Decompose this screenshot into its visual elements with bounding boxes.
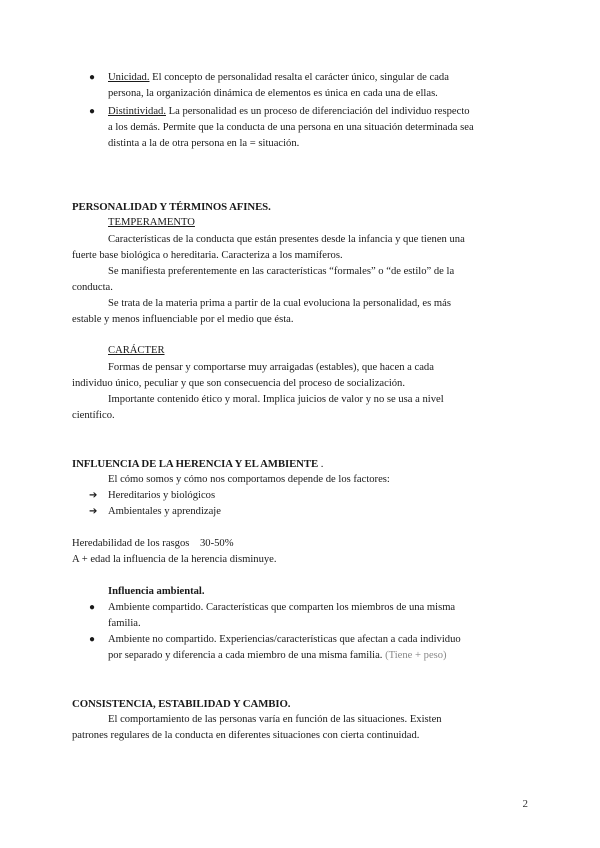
page-number: 2 (522, 798, 528, 810)
edad-line: A + edad la influencia de la herencia disminuye. (72, 554, 277, 565)
section-heading-consistencia: CONSISTENCIA, ESTABILIDAD Y CAMBIO. (72, 698, 291, 710)
paragraph-line: Se trata de la materia prima a partir de la cual evoluciona la personalidad, es más (108, 298, 451, 309)
subheading-influencia-ambiental: Influencia ambiental. (108, 586, 205, 597)
term-distintividad: Distintividad. (108, 106, 166, 117)
bullet-icon: ● (89, 72, 96, 83)
paragraph-line: Se manifiesta preferentemente en las características “formales” o “de estilo” de la (108, 266, 455, 277)
paragraph-line: Importante contenido ético y moral. Implica juicios de valor y no se usa a nivel (108, 394, 444, 405)
bullet-icon: ● (89, 602, 96, 613)
section-heading-personalidad: PERSONALIDAD Y TÉRMINOS AFINES. (72, 201, 271, 213)
bullet-distintividad: Distintividad. La personalidad es un proceso de diferenciación del individuo respecto (108, 106, 470, 117)
bullet-ambiente-no-compartido: Ambiente no compartido. Experiencias/características que afectan a cada individuo (108, 634, 461, 645)
bullet-ambiente-compartido: Ambiente compartido. Características que comparten los miembros de una misma (108, 602, 456, 613)
paragraph-line: científico. (72, 410, 115, 421)
bullet-ambiente-compartido-line2: familia. (108, 618, 141, 629)
paragraph-line: estable y menos influenciable por el medio que ésta. (72, 314, 294, 325)
bullet-distintividad-line2: a los demás. Permite que la conducta de una persona en una situación determinada sea (108, 122, 474, 133)
paragraph-line: El comportamiento de las personas varía en función de las situaciones. Existen (108, 714, 442, 725)
bullet-icon: ● (89, 634, 96, 645)
paragraph-line: fuerte base biológica o hereditaria. Caracteriza a los mamíferos. (72, 250, 343, 261)
bullet-distintividad-line3: distinta a la de otra persona en la = situación. (108, 138, 300, 149)
note-tiene-mas-peso: (Tiene + peso) (382, 650, 447, 661)
term-unicidad: Unicidad. (108, 72, 150, 83)
heredabilidad-line: Heredabilidad de los rasgos 30-50% (72, 538, 234, 549)
bullet-unicidad: Unicidad. El concepto de personalidad resalta el carácter único, singular de cada (108, 72, 449, 83)
arrow-icon: ➔ (89, 506, 98, 517)
paragraph-line: Formas de pensar y comportarse muy arraigadas (estables), que hacen a cada (108, 362, 434, 373)
subheading-temperamento: TEMPERAMENTO (108, 217, 195, 228)
paragraph-line: Características de la conducta que están presentes desde la infancia y que tienen una (108, 234, 465, 245)
bullet-icon: ● (89, 106, 96, 117)
subheading-caracter: CARÁCTER (108, 345, 165, 356)
paragraph-line: conducta. (72, 282, 113, 293)
paragraph-line: individuo único, peculiar y que son consecuencia del proceso de socialización. (72, 378, 405, 389)
paragraph-line: El cómo somos y cómo nos comportamos depende de los factores: (108, 474, 390, 485)
arrow-item-hereditarios: Hereditarios y biológicos (108, 490, 216, 501)
paragraph-line: patrones regulares de la conducta en diferentes situaciones con cierta continuidad. (72, 730, 420, 741)
section-heading-herencia: INFLUENCIA DE LA HERENCIA Y EL AMBIENTE . (72, 458, 324, 470)
bullet-ambiente-no-compartido-line2: por separado y diferencia a cada miembro de una misma familia. (Tiene + peso) (108, 650, 447, 661)
arrow-item-ambientales: Ambientales y aprendizaje (108, 506, 221, 517)
arrow-icon: ➔ (89, 490, 98, 501)
bullet-unicidad-line2: persona, la organización dinámica de elementos es única en cada una de ellas. (108, 88, 438, 99)
